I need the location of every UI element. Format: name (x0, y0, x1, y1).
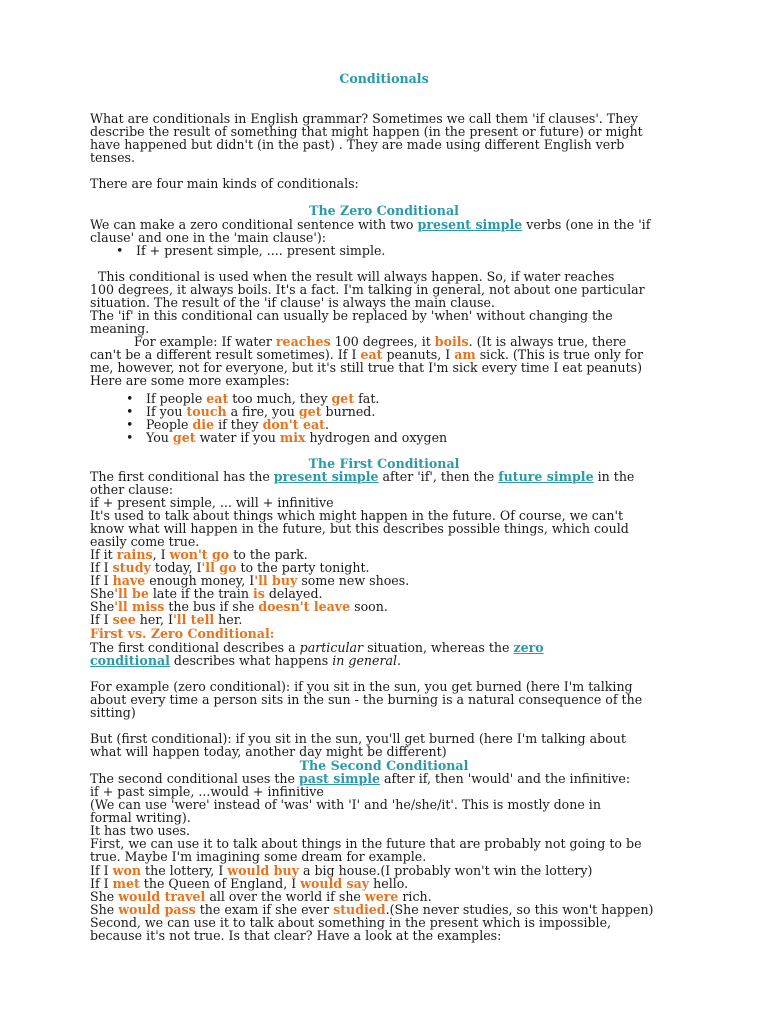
text: hello. (369, 876, 409, 891)
second-note-1: (We can use 'were' instead of 'was' with 'I' and 'he/she/it'. This is mostly done in (90, 797, 601, 812)
text: can't be a different result sometimes). If I (90, 347, 361, 362)
list-item (136, 431, 447, 444)
text: soon. (350, 599, 388, 614)
zero-para-3: situation. The result of the 'if clause' is always the main clause. (90, 295, 495, 310)
highlight: won't go (169, 547, 230, 562)
text: She (90, 902, 119, 917)
zero-example-para-2: about every time a person sits in the sun - the burning is a natural consequence of the (90, 692, 643, 707)
first-conditional-heading: The First Conditional (308, 456, 460, 471)
text: the bus if she (164, 599, 259, 614)
highlight: eat (360, 347, 383, 362)
highlight: eat (206, 391, 229, 406)
first-vs-zero-heading: First vs. Zero Conditional: (90, 626, 275, 641)
text: late if the train (148, 586, 253, 601)
text: a fire, you (226, 404, 299, 419)
text: situation, whereas the (363, 640, 514, 655)
second-second-use-2: because it's not true. Is that clear? Have a look at the examples: (90, 928, 502, 943)
future-simple-link[interactable]: future simple (498, 469, 594, 484)
highlight: get (172, 430, 196, 445)
page-title: Conditionals (339, 71, 429, 86)
emphasis: particular (299, 640, 364, 655)
intro-line-4: tenses. (90, 150, 136, 165)
text: to the party tonight. (236, 560, 370, 575)
text: water if you (195, 430, 280, 445)
highlight: see (112, 612, 136, 627)
first-para-3: easily come true. (90, 534, 200, 549)
zero-para-4: The 'if' in this conditional can usually be replaced by 'when' without changing the (90, 308, 613, 323)
text: today, I (150, 560, 202, 575)
text: If I (90, 612, 113, 627)
text: 100 degrees, it (330, 334, 435, 349)
intro-line-2: describe the result of something that might happen (in the present or future) or might (90, 124, 643, 139)
text: some new shoes. (297, 573, 410, 588)
text: The second conditional uses the (90, 771, 299, 786)
second-uses: It has two uses. (90, 823, 191, 838)
zero-para-5: meaning. (90, 321, 150, 336)
past-simple-link[interactable]: past simple (298, 771, 381, 786)
second-first-use-2: true. Maybe I'm imagining some dream for example. (90, 849, 427, 864)
text: the exam if she ever (195, 902, 334, 917)
text: peanuts, I (382, 347, 455, 362)
second-first-use-1: First, we can use it to talk about things in the future that are probably not going to be (90, 836, 642, 851)
text: in the (593, 469, 635, 484)
text: her, I (135, 612, 173, 627)
text: She (90, 599, 115, 614)
highlight: don't eat (262, 417, 325, 432)
text: If it (90, 547, 117, 562)
text: sick. (This is true only for (475, 347, 644, 362)
text: People (146, 417, 193, 432)
text: the Queen of England, I (139, 876, 301, 891)
highlight: get (298, 404, 322, 419)
text: If I (90, 863, 113, 878)
four-kinds-text: There are four main kinds of conditionals: (90, 176, 359, 191)
highlight: would buy (227, 863, 299, 878)
zero-para-2: 100 degrees, it always boils. It's a fact. I'm talking in general, not about one particular (90, 282, 645, 297)
intro-line-1: What are conditionals in English grammar? Sometimes we call them 'if clauses'. They (90, 111, 638, 126)
highlight: die (192, 417, 215, 432)
highlight: am (454, 347, 476, 362)
text: a big house.(I probably won't win the lottery) (298, 863, 593, 878)
second-formula: if + past simple, ...would + infinitive (90, 784, 324, 799)
text: , I (152, 547, 170, 562)
list-item: • If + present simple, .... present simple. (126, 244, 385, 257)
text: rich. (398, 889, 432, 904)
first-formula: if + present simple, ... will + infinitive (90, 495, 334, 510)
first-example-para-2: what will happen today, another day might be different) (90, 744, 447, 759)
first-vs-line-2 (90, 654, 401, 667)
highlight: get (331, 391, 355, 406)
intro-line-3: have happened but didn't (in the past) . They are made using different English verb (90, 137, 625, 152)
zero-conditional-link[interactable]: zero (513, 640, 544, 655)
highlight: mix (279, 430, 306, 445)
highlight: 'll tell (172, 612, 215, 627)
highlight: is (252, 586, 265, 601)
highlight: would travel (118, 889, 206, 904)
zero-example-para-3: sitting) (90, 705, 136, 720)
text: if they (214, 417, 263, 432)
highlight: rains (116, 547, 153, 562)
highlight: 'll go (201, 560, 237, 575)
text: after if, then 'would' and the infinitive: (380, 771, 631, 786)
first-para-1: It's used to talk about things which might happen in the future. Of course, we can't (90, 508, 624, 523)
text: If I (90, 573, 113, 588)
highlight: 'll miss (114, 599, 165, 614)
text: You (146, 430, 173, 445)
text: her. (214, 612, 243, 627)
text: verbs (one in the 'if (522, 217, 651, 232)
second-second-use-1: Second, we can use it to talk about something in the present which is impossible, (90, 915, 612, 930)
text: too much, they (228, 391, 332, 406)
zero-example-4: Here are some more examples: (90, 373, 290, 388)
zero-example-3: me, however, not for everyone, but it's still true that I'm sick every time I eat peanuts) (90, 360, 643, 375)
text: The first conditional has the (90, 469, 274, 484)
zero-example-para-1: For example (zero conditional): if you sit in the sun, you get burned (here I'm talking (90, 679, 633, 694)
text: all over the world if she (205, 889, 365, 904)
text: If I (90, 560, 113, 575)
zero-line-2: clause' and one in the 'main clause'): (90, 230, 326, 245)
highlight: touch (186, 404, 227, 419)
text: She (90, 889, 119, 904)
text: If you (146, 404, 187, 419)
text: fat. (354, 391, 380, 406)
text: . (324, 417, 329, 432)
present-simple-link[interactable]: present simple (273, 469, 379, 484)
text: hydrogen and oxygen (305, 430, 448, 445)
text: describes what happens (169, 653, 333, 668)
highlight: doesn't leave (258, 599, 351, 614)
text: .(She never studies, so this won't happen) (385, 902, 654, 917)
highlight: would pass (118, 902, 196, 917)
text: The first conditional describes a (90, 640, 300, 655)
text: . (397, 653, 402, 668)
highlight: reaches (275, 334, 331, 349)
text: For example: If water (134, 334, 276, 349)
text: She (90, 586, 115, 601)
highlight: would say (300, 876, 370, 891)
text: If people (146, 391, 207, 406)
highlight: 'll buy (254, 573, 298, 588)
text: delayed. (264, 586, 323, 601)
first-line-2: other clause: (90, 482, 174, 497)
emphasis: in general (332, 653, 398, 668)
zero-conditional-heading: The Zero Conditional (309, 203, 459, 218)
text: If I (90, 876, 113, 891)
text: enough money, I (145, 573, 255, 588)
highlight: study (112, 560, 151, 575)
text: the lottery, I (141, 863, 228, 878)
present-simple-link[interactable]: present simple (417, 217, 523, 232)
first-example (90, 613, 242, 626)
highlight: won (112, 863, 142, 878)
highlight: 'll be (114, 586, 149, 601)
text: burned. (321, 404, 376, 419)
highlight: boils (434, 334, 469, 349)
text: We can make a zero conditional sentence with two (90, 217, 418, 232)
text: after 'if', then the (378, 469, 499, 484)
text: to the park. (229, 547, 308, 562)
highlight: have (112, 573, 146, 588)
second-conditional-heading: The Second Conditional (299, 758, 469, 773)
zero-examples-list (136, 392, 447, 444)
first-example-para-1: But (first conditional): if you sit in the sun, you'll get burned (here I'm talking about (90, 731, 626, 746)
zero-para-1: This conditional is used when the result will always happen. So, if water reaches (90, 269, 615, 284)
zero-formula-list (126, 244, 385, 257)
text: . (It is always true, there (468, 334, 627, 349)
zero-conditional-link[interactable]: conditional (90, 653, 170, 668)
highlight: studied (333, 902, 386, 917)
first-para-2: know what will happen in the future, but this describes possible things, which could (90, 521, 629, 536)
second-note-2: formal writing). (90, 810, 191, 825)
highlight: met (112, 876, 140, 891)
highlight: were (364, 889, 399, 904)
